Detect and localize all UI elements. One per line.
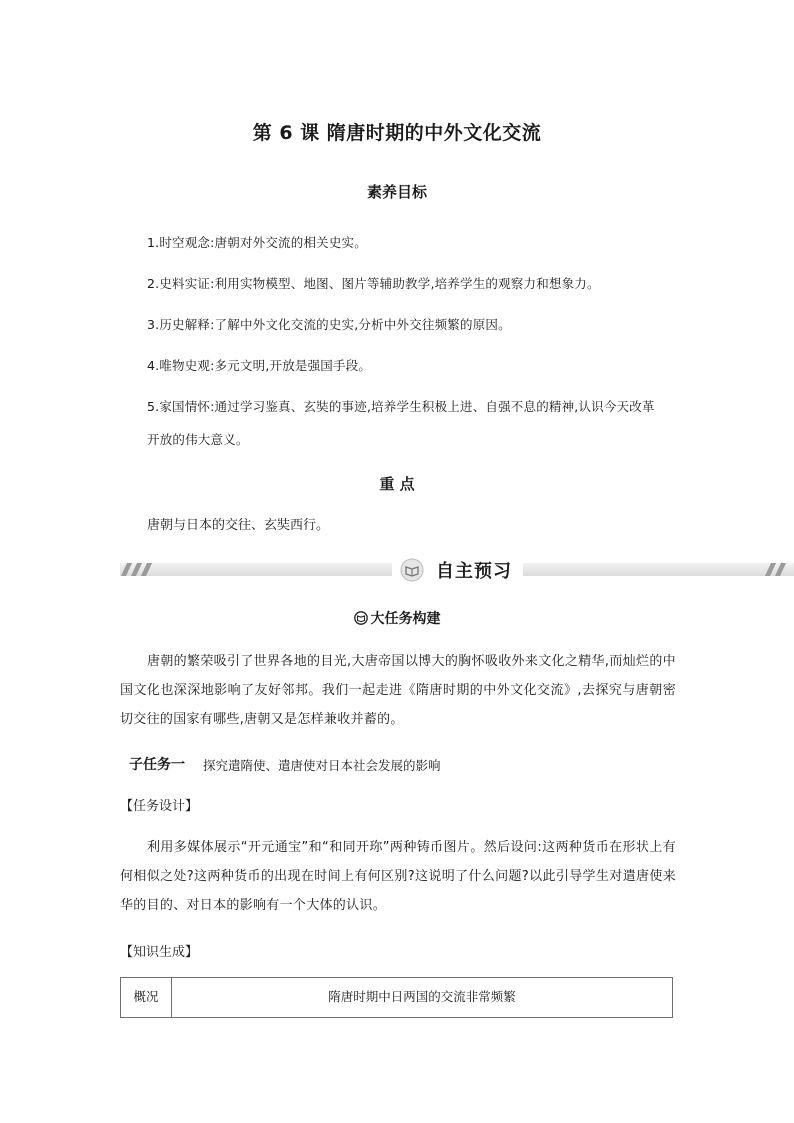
- design-paragraph: 利用多媒体展示“开元通宝”和“和同开珎”两种铸币图片。然后设问:这两种货币在形状上有何相似之处?这两种货币的出现在时间上有何区别?这说明了什么问题?以此引导学生对遣唐使来华的目的、对日本的影响有一个大体的认识。: [120, 840, 676, 913]
- task-build-paragraph: 唐朝的繁荣吸引了世界各地的目光,大唐帝国以博大的胸怀吸收外来文化之精华,而灿烂的中国文化也深深地影响了友好邻邦。我们一起走进《隋唐时期的中外文化交流》,去探究与唐朝密切交往的国家有哪些,唐朝又是怎样兼收并蓄的。: [120, 654, 676, 727]
- goal-item-5-text: 5.家国情怀:通过学习鉴真、玄奘的事迹,培养学生积极上进、自强不息的精神,认识今天改革开放的伟大意义。: [147, 399, 655, 447]
- knowledge-table: [120, 977, 673, 1018]
- design-heading: 【任务设计】: [120, 799, 199, 814]
- task-build-heading: [0, 608, 794, 629]
- task-build-heading-text: 大任务构建: [370, 611, 441, 627]
- banner-bar-right: [523, 563, 794, 576]
- goal-item-5: [147, 390, 677, 456]
- goal-item-1: 1.时空观念:唐朝对外交流的相关史实。: [147, 235, 367, 250]
- book-icon: [400, 558, 424, 582]
- knowledge-heading: 【知识生成】: [120, 945, 199, 960]
- book-icon: [354, 611, 368, 629]
- subtask-text: 探究遣隋使、遣唐使对日本社会发展的影响: [203, 758, 441, 773]
- table-cell-value: 隋唐时期中日两国的交流非常频繁: [172, 978, 673, 1018]
- lesson-title: 第 6 课 隋唐时期的中外文化交流: [252, 122, 542, 144]
- section-banner: [0, 557, 794, 583]
- banner-bar-left: [120, 563, 392, 576]
- key-points-text: 唐朝与日本的交往、玄奘西行。: [147, 518, 330, 533]
- key-points-heading: 重 点: [379, 475, 415, 493]
- table-cell-label: 概况: [121, 978, 172, 1018]
- goal-item-4: 4.唯物史观:多元文明,开放是强国手段。: [147, 358, 372, 373]
- banner-title: 自主预习: [436, 561, 512, 582]
- subtask-label: 子任务一: [129, 757, 185, 773]
- goal-item-3: 3.历史解释:了解中外文化交流的史实,分析中外交往频繁的原因。: [147, 317, 511, 332]
- table-row: [121, 978, 673, 1018]
- goal-item-2: 2.史料实证:利用实物模型、地图、图片等辅助教学,培养学生的观察力和想象力。: [147, 276, 600, 291]
- goals-heading: 素养目标: [366, 183, 427, 201]
